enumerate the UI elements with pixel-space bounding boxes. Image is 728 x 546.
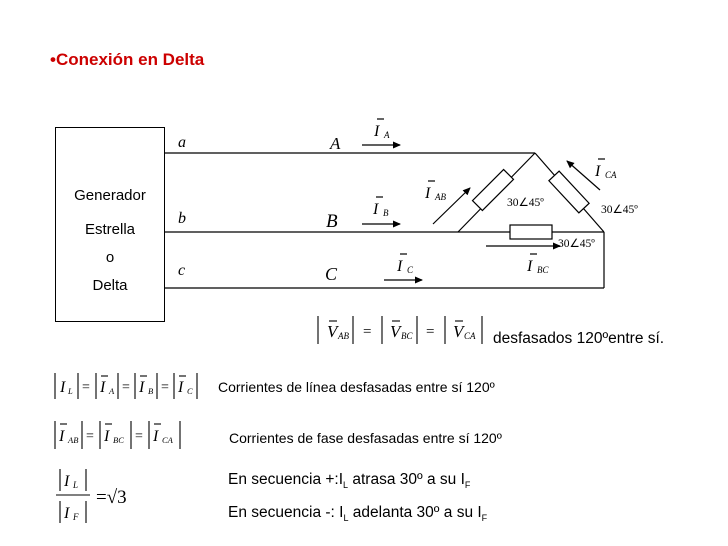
label-A: A [330, 134, 341, 153]
svg-text:BC: BC [113, 435, 124, 445]
slide-title: •Conexión en Delta [50, 50, 205, 69]
label-ibc: I [527, 258, 533, 275]
impedance-ca-value: 30∠45º [601, 204, 638, 216]
svg-text:I: I [139, 379, 145, 396]
svg-text:C: C [187, 386, 193, 396]
impedance-ca [549, 171, 589, 213]
svg-text:V: V [453, 322, 464, 341]
svg-text:I: I [153, 428, 159, 445]
svg-text:=: = [426, 324, 435, 340]
svg-text:=√3: =√3 [96, 487, 127, 508]
label-a: a [178, 134, 186, 151]
svg-text:BC: BC [537, 265, 549, 275]
label-B: B [326, 211, 338, 232]
label-b: b [178, 210, 186, 227]
svg-text:B: B [148, 386, 154, 396]
line-currents-note: Corrientes de línea desfasadas entre sí 120º [218, 379, 495, 395]
phase-current-equation [52, 418, 192, 452]
svg-text:V: V [390, 322, 401, 341]
phase-currents-note: Corrientes de fase desfasadas entre sí 120º [229, 430, 502, 446]
svg-text:C: C [407, 265, 414, 275]
svg-text:AB: AB [435, 192, 446, 202]
svg-text:CA: CA [464, 331, 476, 341]
svg-text:CA: CA [162, 435, 173, 445]
impedance-bc [510, 225, 552, 239]
svg-text:A: A [109, 386, 115, 396]
svg-text:=: = [363, 324, 372, 340]
label-ib: I [373, 201, 379, 218]
label-c: c [178, 262, 186, 279]
voltage-phase-note: desfasados 120ºentre sí. [493, 330, 665, 347]
svg-text:BC: BC [401, 331, 413, 341]
svg-text:B: B [383, 208, 389, 218]
impedance-bc-value: 30∠45º [558, 238, 595, 250]
label-iab: I [425, 185, 431, 202]
positive-sequence-note: En secuencia $+:I_L$ atrasa 30º a su $I_F$ [228, 471, 471, 491]
label-C: C [325, 264, 338, 284]
label-ia: I [374, 123, 380, 140]
svg-text:AB: AB [68, 435, 79, 445]
svg-text:=: = [135, 429, 143, 444]
svg-text:I: I [60, 379, 66, 396]
svg-text:L: L [73, 480, 79, 490]
svg-text:AB: AB [338, 331, 349, 341]
svg-text:I: I [104, 428, 110, 445]
voltage-magnitude-equation [315, 312, 490, 348]
generator-or-label: o [105, 249, 115, 266]
svg-text:=: = [122, 380, 130, 395]
svg-text:I: I [178, 379, 184, 396]
line-current-equation [52, 370, 207, 402]
current-ratio-equation [52, 465, 162, 531]
generator-label: Generador [74, 187, 146, 204]
generator-type-label: Estrella [84, 221, 136, 238]
svg-text:L: L [68, 386, 73, 396]
svg-text:=: = [161, 380, 169, 395]
impedance-ab-value: 30∠45º [507, 197, 544, 209]
svg-text:I: I [64, 505, 70, 522]
svg-text:I: I [100, 379, 106, 396]
svg-text:CA: CA [605, 170, 617, 180]
svg-text:=: = [86, 429, 94, 444]
label-ica: I [595, 163, 601, 180]
svg-text:=: = [82, 380, 90, 395]
svg-text:V: V [327, 322, 338, 341]
negative-sequence-note: En secuencia -: $I_L$ adelanta 30º a su $I_F$ [228, 504, 488, 524]
label-ic: I [397, 258, 403, 275]
svg-text:I: I [64, 473, 70, 490]
generator-delta-label: Delta [92, 277, 128, 294]
svg-text:I: I [59, 428, 65, 445]
svg-text:A: A [384, 130, 390, 140]
svg-text:F: F [73, 512, 79, 522]
